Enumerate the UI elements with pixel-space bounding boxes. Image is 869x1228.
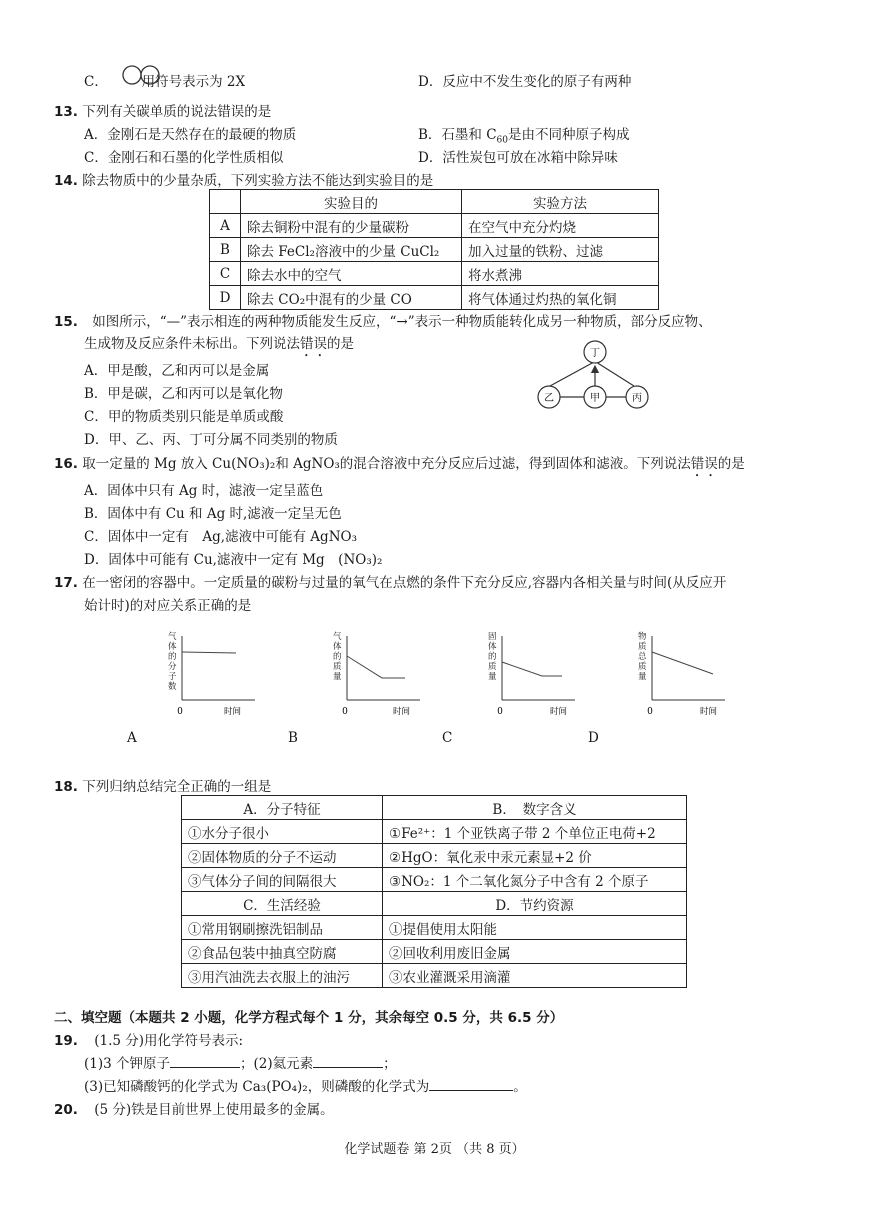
table-row: ①常用钢刷擦洗铝制品 ①提倡使用太阳能: [182, 916, 687, 940]
q16-option-a: A．固体中只有 Ag 时，滤液一定呈蓝色: [84, 483, 324, 499]
answer-blank-2[interactable]: [313, 1055, 383, 1068]
q15-option-a: A．甲是酸，乙和丙可以是金属: [84, 363, 270, 379]
q16-option-c: C．固体中一定有 Ag,滤液中可能有 AgNO₃: [84, 529, 357, 545]
q14-header-goal: 实验目的: [241, 190, 462, 214]
question-15-stem-1: 如图所示，“—”表示相连的两种物质能发生反应，“→”表示一种物质能转化成另一种物质，部分反应物、: [92, 314, 712, 330]
q17-graph-a-letter: A: [127, 730, 137, 746]
question-19: 19. (1.5 分)用化学符号表示:: [54, 1033, 244, 1049]
section-2-title: 二、填空题（本题共 2 小题，化学方程式每个 1 分，其余每空 0.5 分，共 6.5 分）: [54, 1010, 564, 1026]
table-row: ③用汽油洗去衣服上的油污 ③农业灌溉采用滴灌: [182, 964, 687, 988]
svg-text:0: 0: [647, 707, 653, 717]
table-row: D 除去 CO₂中混有的少量 CO 将气体通过灼热的氧化铜: [210, 286, 659, 310]
page-footer: 化学试题卷 第 2页 （共 8 页）: [344, 1142, 525, 1157]
q17-graph-d-ylabel: 物质总质量: [638, 632, 647, 682]
node-label-top: 丁: [590, 348, 600, 359]
q17-graph-b-ylabel: 气体的质量: [333, 632, 342, 682]
q17-graph-d-letter: D: [588, 730, 599, 746]
table-row: C 除去水中的空气 将水煮沸: [210, 262, 659, 286]
node-label-left: 乙: [544, 393, 554, 404]
question-15-stem-2: 生成物及反应条件未标出。下列说法错误的是: [84, 336, 354, 352]
molecule-icon: [120, 64, 166, 86]
q14-table: [209, 189, 659, 310]
answer-blank-3[interactable]: [429, 1078, 513, 1091]
svg-text:时间: 时间: [224, 707, 242, 717]
q17-graph-a-ylabel: 气体的分子数: [168, 632, 177, 692]
svg-text:0: 0: [342, 707, 348, 717]
q16-option-d: D．固体中可能有 Cu,滤液中一定有 Mg (NO₃)₂: [84, 552, 383, 568]
q13-option-b: B．石墨和 $C_{60}$是由不同种原子构成: [418, 127, 630, 146]
q13-option-a: A．金刚石是天然存在的最硬的物质: [84, 127, 297, 143]
table-row: ②食品包装中抽真空防腐 ②回收利用废旧金属: [182, 940, 687, 964]
node-label-right: 丙: [632, 393, 642, 404]
q16-option-b: B．固体中有 Cu 和 Ag 时,滤液一定呈无色: [84, 506, 342, 522]
question-13: 13. 下列有关碳单质的说法错误的是: [54, 104, 272, 120]
question-18: 18. 下列归纳总结完全正确的一组是: [54, 779, 272, 795]
question-16: 16. 取一定量的 Mg 放入 Cu(NO₃)₂和 AgNO₃的混合溶液中充分反应后过滤，得到固体和滤液。下列说法错误的是: [54, 456, 745, 472]
question-17-stem-2: 始计时)的对应关系正确的是: [84, 598, 252, 614]
question-14: 14. 除去物质中的少量杂质，下列实验方法不能达到实验目的是: [54, 173, 434, 189]
question-13-stem: 下列有关碳单质的说法错误的是: [82, 104, 272, 120]
table-row: ③气体分子间的间隔很大 ③NO₂：1 个二氧化氮分子中含有 2 个原子: [182, 868, 687, 892]
table-row: ①水分子很小 ①Fe²⁺：1 个亚铁离子带 2 个单位正电荷+2: [182, 820, 687, 844]
q19-line-2: (3)已知磷酸钙的化学式为 Ca₃(PO₄)₂，则磷酸的化学式为 。: [84, 1079, 527, 1095]
question-17: 17. 在一密闭的容器中。一定质量的碳粉与过量的氧气在点燃的条件下充分反应,容器内各相关量与时间(从反应开: [54, 575, 727, 591]
table-row: B 除去 FeCl₂溶液中的少量 CuCl₂ 加入过量的铁粉、过滤: [210, 238, 659, 262]
q13-option-c: C．金刚石和石墨的化学性质相似: [84, 150, 284, 166]
question-15: 15. 如图所示，“—”表示相连的两种物质能发生反应，“→”表示一种物质能转化成另一种物质，部分反应物、: [54, 314, 712, 330]
q18-table: A．分子特征 B． 数字含义 ①水分子很小 ①Fe²⁺：1 个亚铁离子带 2 个单位正电荷+2 ②固体物质的分子不运动 ②HgO：氧化汞中汞元素显+2 价 ③气体分子间的间隔很大 ③NO₂：1 个二氧化氮分子中含有 2 个原子 C．生活经验 D．节约资源 ①常用钢刷擦洗铝制品 ①提倡使用太阳能 ②食品包装中抽真空防腐 ②回收利用废旧金属 ③用汽油洗去衣服上的油污 ③农业灌溉采用滴灌: [181, 795, 687, 988]
svg-text:时间: 时间: [393, 707, 411, 717]
q12-option-d: D．反应中不发生变化的原子有两种: [418, 74, 632, 90]
svg-text:时间: 时间: [550, 707, 568, 717]
q17-graph-c-ylabel: 固体的质量: [488, 632, 497, 682]
answer-blank-1[interactable]: [170, 1055, 240, 1068]
q13-option-d: D．活性炭包可放在冰箱中除异味: [418, 150, 618, 166]
q17-graph-b-letter: B: [288, 730, 298, 746]
q14-header-method: 实验方法: [462, 190, 659, 214]
q15-option-c: C．甲的物质类别只能是单质或酸: [84, 409, 284, 425]
q19-line-1: (1)3 个钾原子 ；(2)氦元素 ；: [84, 1056, 397, 1072]
svg-text:时间: 时间: [700, 707, 718, 717]
question-20: 20. (5 分)铁是目前世界上使用最多的金属。: [54, 1102, 334, 1118]
svg-text:0: 0: [497, 707, 503, 717]
q12-option-c: C． 用符号表示为 2X: [84, 74, 246, 90]
q15-relation-diagram: [530, 338, 660, 414]
table-row: ②固体物质的分子不运动 ②HgO：氧化汞中汞元素显+2 价: [182, 844, 687, 868]
q15-option-d: D．甲、乙、丙、丁可分属不同类别的物质: [84, 432, 338, 448]
node-label-mid: 甲: [590, 393, 600, 404]
table-row: A 除去铜粉中混有的少量碳粉 在空气中充分灼烧: [210, 214, 659, 238]
svg-text:0: 0: [177, 707, 183, 717]
q15-option-b: B．甲是碳，乙和丙可以是氧化物: [84, 386, 283, 402]
question-14-stem: 除去物质中的少量杂质，下列实验方法不能达到实验目的是: [82, 173, 434, 189]
q17-graph-c-letter: C: [442, 730, 453, 746]
